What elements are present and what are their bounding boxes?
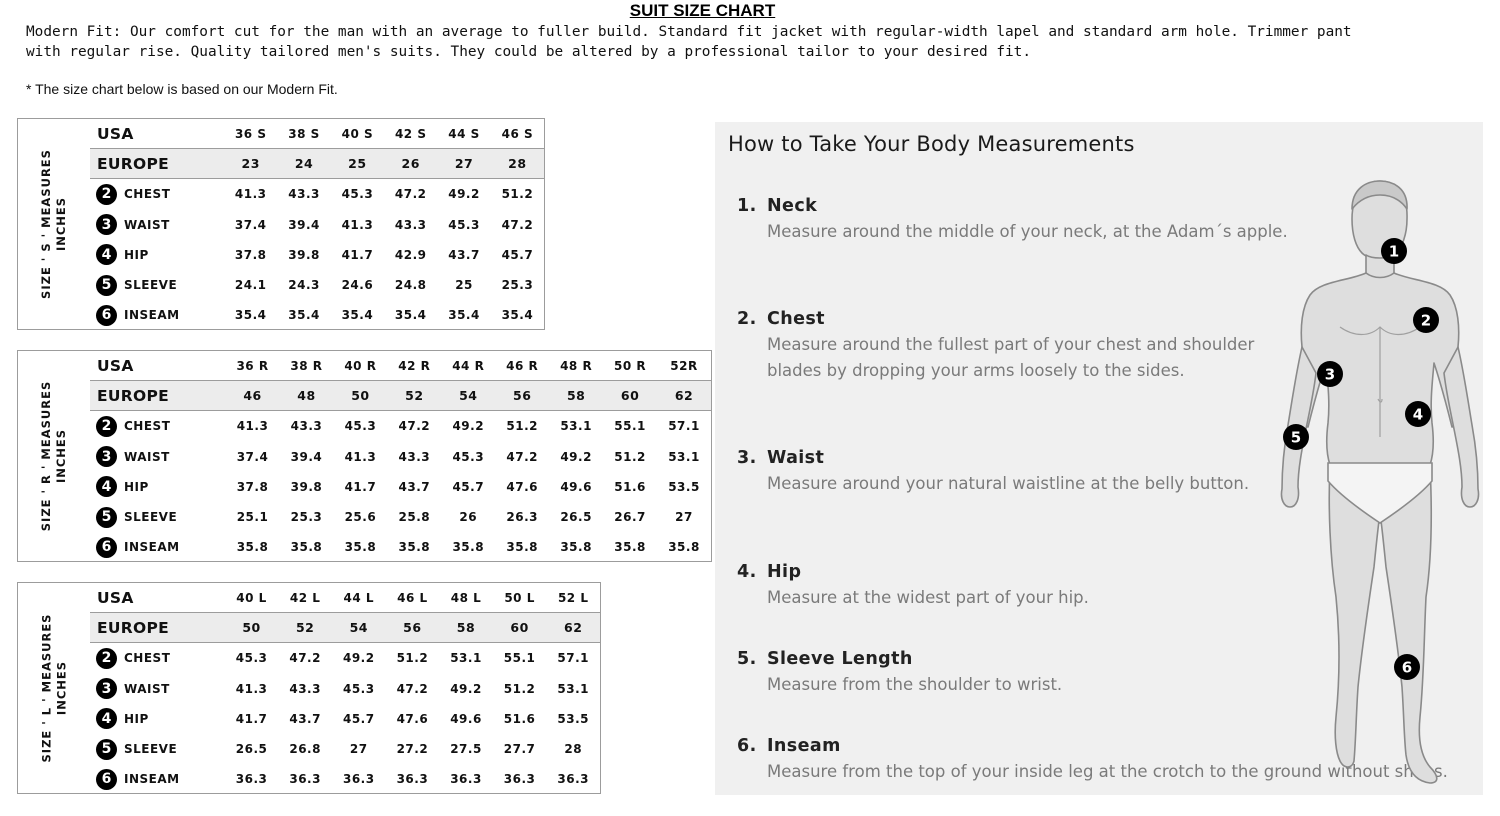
marker-6-inseam (1394, 654, 1420, 680)
table-cell: 27 (349, 742, 368, 757)
table-cell: 26.5 (235, 742, 268, 757)
row-label-text: CHEST (124, 419, 171, 434)
row-label-text: CHEST (124, 651, 171, 666)
row-label-text: EUROPE (97, 618, 170, 637)
table-cell: 51.2 (501, 187, 534, 202)
table-cell: 25.3 (290, 510, 323, 525)
step-neck (737, 196, 1297, 245)
measure-number-badge: 5 (96, 507, 117, 528)
table-cell: 24 (294, 156, 314, 172)
row-label-text: INSEAM (124, 772, 180, 787)
fit-description: Modern Fit: Our comfort cut for the man with an average to fuller build. Standard fit jacket with regular-width lapel and standard arm hole. Trimmer pant with regular rise. Quality tailored men's suits. They could be altered by a professional tailor to your desired fit. (26, 24, 1352, 60)
step-name: Hip (767, 562, 802, 582)
row-label-text: SLEEVE (124, 510, 178, 525)
table-cell: 35.8 (668, 540, 700, 555)
table-cell: 52 (405, 388, 424, 404)
table-cell: 47.2 (398, 419, 431, 434)
measure-row-hip (90, 704, 600, 734)
measure-row-inseam (90, 532, 711, 562)
usa-size-row (90, 583, 600, 613)
table-cell: 25 (455, 278, 473, 293)
row-label (90, 244, 224, 265)
table-cell: 39.4 (288, 217, 320, 232)
table-cell: 43.7 (289, 711, 321, 726)
step-waist (737, 448, 1297, 497)
side-label-line2: INCHES (54, 196, 69, 252)
table-cell: 27.2 (396, 742, 429, 757)
size-r-table (17, 350, 712, 562)
row-label (90, 155, 224, 173)
row-label-text: INSEAM (124, 308, 180, 323)
table-cell: 27 (454, 156, 474, 172)
side-label-line2: INCHES (54, 660, 68, 716)
table-cell: 27.7 (503, 742, 536, 757)
table-cell: 53.5 (557, 711, 590, 726)
table-cell: 40 L (236, 590, 267, 605)
table-cell: 36 R (236, 358, 269, 373)
row-label (90, 589, 225, 607)
measure-number-badge: 3 (96, 678, 117, 699)
step-number: 2. (737, 309, 757, 329)
table-cell: 41.7 (235, 711, 268, 726)
table-cell: 47.6 (396, 711, 429, 726)
measure-number-badge: 2 (96, 416, 117, 437)
row-label (90, 476, 226, 497)
row-label (90, 275, 224, 296)
europe-size-row (90, 149, 544, 179)
table-cell: 43.7 (448, 247, 480, 262)
row-label-text: HIP (124, 247, 149, 262)
marker-label: 1 (1388, 242, 1400, 261)
usa-size-row (90, 351, 711, 381)
row-label (90, 125, 224, 143)
table-cell: 24.1 (234, 278, 267, 293)
row-label-text: HIP (124, 479, 149, 494)
row-label (90, 305, 224, 326)
table-cell: 46 (243, 388, 262, 404)
step-text: Measure around your natural waistline at the belly button. (767, 474, 1250, 493)
table-cell: 51.2 (396, 651, 429, 666)
row-label-text: USA (97, 588, 134, 607)
table-cell: 36.3 (503, 772, 536, 787)
table-cell: 35.8 (614, 540, 646, 555)
step-text: Measure around the fullest part of your chest and shoulder blades by dropping your arms loosely to the sides. (767, 335, 1255, 380)
row-label-text: USA (97, 124, 134, 143)
row-label-text: WAIST (124, 681, 170, 696)
row-label (90, 537, 226, 558)
step-number: 1. (737, 196, 757, 216)
table-cell: 45.3 (341, 187, 374, 202)
table-cell: 35.8 (398, 540, 431, 555)
table-cell: 35.4 (394, 308, 427, 323)
table-cell: 50 (242, 620, 261, 636)
table-cell: 49.6 (560, 479, 592, 494)
measurement-guide-panel (715, 122, 1483, 795)
table-cell: 36.3 (450, 772, 482, 787)
row-label-text: WAIST (124, 217, 170, 232)
table-cell: 42 S (394, 126, 427, 141)
table-cell: 48 L (450, 590, 482, 605)
table-cell: 26.7 (614, 510, 646, 525)
table-cell: 49.2 (560, 449, 592, 464)
table-cell: 41.3 (234, 187, 267, 202)
table-cell: 35.4 (448, 308, 480, 323)
table-cell: 37.4 (234, 217, 267, 232)
table-cell: 37.8 (236, 479, 269, 494)
table-cell: 36.3 (557, 772, 590, 787)
size-l-table (17, 582, 601, 794)
table-cell: 42 R (398, 358, 431, 373)
marker-label: 4 (1412, 405, 1424, 424)
table-cell: 42.9 (394, 247, 427, 262)
table-cell: 47.2 (394, 187, 427, 202)
row-label (90, 678, 225, 699)
measurement-guide-title: How to Take Your Body Measurements (728, 132, 1135, 156)
table-cell: 39.8 (288, 247, 320, 262)
side-label-line1: SIZE ' R ' MEASURES (39, 380, 54, 532)
table-cell: 41.3 (235, 681, 268, 696)
table-cell: 35.4 (288, 308, 320, 323)
measure-row-sleeve (90, 502, 711, 532)
table-cell: 23 (241, 156, 260, 172)
table-cell: 36.3 (342, 772, 375, 787)
table-cell: 41.7 (344, 479, 377, 494)
measure-number-badge: 2 (96, 648, 117, 669)
step-chest (737, 309, 1297, 384)
page-title: SUIT SIZE CHART (629, 1, 776, 20)
size-grid (90, 119, 544, 330)
row-label-text: SLEEVE (124, 278, 178, 293)
table-cell: 46 L (397, 590, 428, 605)
table-cell: 53.1 (557, 681, 590, 696)
table-cell: 41.3 (236, 419, 269, 434)
table-cell: 52 (295, 620, 315, 636)
size-grid (90, 583, 600, 794)
table-cell: 26 (401, 156, 420, 172)
table-cell: 60 (620, 388, 640, 404)
table-cell: 40 S (341, 126, 374, 141)
table-cell: 45.3 (448, 217, 480, 232)
table-cell: 57.1 (557, 651, 590, 666)
table-cell: 25 (348, 156, 367, 172)
side-label (18, 119, 90, 329)
table-cell: 26 (459, 510, 478, 525)
table-cell: 49.2 (452, 419, 485, 434)
side-label (18, 351, 90, 561)
table-cell: 43.7 (398, 479, 431, 494)
table-cell: 56 (513, 388, 532, 404)
table-cell: 26.5 (560, 510, 592, 525)
measure-row-sleeve (90, 734, 600, 764)
table-cell: 25.8 (398, 510, 431, 525)
step-number: 6. (737, 736, 757, 756)
table-cell: 36.3 (396, 772, 429, 787)
europe-size-row (90, 381, 711, 411)
table-cell: 49.2 (448, 187, 480, 202)
table-cell: 26.8 (289, 742, 321, 757)
table-cell: 41.7 (341, 247, 374, 262)
table-cell: 58 (566, 388, 586, 404)
table-cell: 51.2 (614, 449, 646, 464)
table-cell: 56 (403, 620, 422, 636)
table-cell: 41.3 (341, 217, 374, 232)
row-label (90, 619, 225, 637)
row-label (90, 648, 225, 669)
table-cell: 28 (508, 156, 527, 172)
step-number: 3. (737, 448, 757, 468)
table-cell: 48 R (560, 358, 593, 373)
table-cell: 62 (674, 388, 694, 404)
step-name: Neck (767, 196, 818, 216)
marker-3-waist (1317, 361, 1343, 387)
figure-right-arm (1444, 347, 1479, 507)
table-cell: 54 (349, 620, 368, 636)
table-cell: 47.2 (396, 681, 429, 696)
table-cell: 55.1 (614, 419, 646, 434)
measure-row-hip (90, 472, 711, 502)
marker-5-sleeve (1283, 424, 1309, 450)
measure-row-inseam (90, 300, 544, 330)
row-label (90, 387, 226, 405)
marker-2-chest (1413, 307, 1439, 333)
table-cell: 35.8 (506, 540, 538, 555)
row-label (90, 184, 224, 205)
table-cell: 53.1 (560, 419, 592, 434)
table-cell: 49.2 (450, 681, 482, 696)
table-cell: 54 (459, 388, 478, 404)
measure-row-chest (90, 179, 544, 209)
table-cell: 53.1 (450, 651, 482, 666)
row-label-text: HIP (124, 711, 149, 726)
marker-label: 3 (1324, 365, 1336, 384)
marker-1-neck (1381, 238, 1407, 264)
table-cell: 43.3 (289, 681, 321, 696)
row-label-text: CHEST (124, 187, 171, 202)
row-label (90, 769, 225, 790)
table-cell: 52 L (557, 590, 589, 605)
table-cell: 35.4 (234, 308, 267, 323)
table-cell: 50 R (614, 358, 647, 373)
table-cell: 44 S (448, 126, 480, 141)
step-text: Measure at the widest part of your hip. (767, 588, 1089, 607)
measure-row-waist (90, 210, 544, 240)
table-cell: 49.6 (450, 711, 482, 726)
measure-row-hip (90, 240, 544, 270)
measure-number-badge: 6 (96, 769, 117, 790)
table-cell: 40 R (344, 358, 377, 373)
size-chart-note: * The size chart below is based on our Modern Fit. (26, 81, 338, 97)
table-cell: 60 (510, 620, 529, 636)
step-text: Measure from the shoulder to wrist. (767, 675, 1063, 694)
marker-4-hip (1405, 401, 1431, 427)
table-cell: 50 L (504, 590, 535, 605)
measure-number-badge: 5 (96, 739, 117, 760)
table-cell: 43.3 (290, 419, 323, 434)
measure-number-badge: 6 (96, 537, 117, 558)
table-cell: 35.8 (290, 540, 323, 555)
usa-size-row (90, 119, 544, 149)
measure-number-badge: 4 (96, 476, 117, 497)
measure-row-chest (90, 643, 600, 673)
table-cell: 44 L (343, 590, 375, 605)
table-cell: 24.3 (288, 278, 320, 293)
table-cell: 25.1 (236, 510, 269, 525)
step-number: 4. (737, 562, 757, 582)
table-cell: 42 L (289, 590, 321, 605)
marker-label: 2 (1420, 311, 1432, 330)
table-cell: 45.7 (342, 711, 375, 726)
step-name: Chest (767, 309, 825, 329)
table-cell: 35.4 (501, 308, 534, 323)
table-cell: 35.8 (344, 540, 377, 555)
table-cell: 24.6 (341, 278, 374, 293)
table-cell: 51.2 (506, 419, 538, 434)
step-name: Sleeve Length (767, 649, 913, 669)
table-cell: 35.4 (341, 308, 374, 323)
side-label (18, 583, 90, 793)
table-cell: 58 (456, 620, 476, 636)
measure-number-badge: 4 (96, 244, 117, 265)
table-cell: 46 S (501, 126, 534, 141)
table-cell: 35.8 (236, 540, 269, 555)
side-label-line1: SIZE ' L ' MEASURES (39, 613, 53, 763)
row-label (90, 739, 225, 760)
row-label (90, 446, 226, 467)
table-cell: 39.8 (290, 479, 323, 494)
table-cell: 43.3 (288, 187, 320, 202)
marker-label: 6 (1401, 658, 1413, 677)
table-cell: 45.7 (501, 247, 534, 262)
table-cell: 27 (675, 510, 693, 525)
row-label (90, 416, 226, 437)
measure-row-chest (90, 411, 711, 441)
table-cell: 52R (670, 358, 698, 373)
measure-number-badge: 5 (96, 275, 117, 296)
measure-row-waist (90, 674, 600, 704)
table-cell: 28 (564, 742, 583, 757)
measure-number-badge: 6 (96, 305, 117, 326)
table-cell: 35.8 (560, 540, 592, 555)
table-cell: 53.5 (668, 479, 700, 494)
size-s-table (17, 118, 545, 330)
step-number: 5. (737, 649, 757, 669)
table-cell: 45.3 (452, 449, 485, 464)
table-cell: 47.2 (506, 449, 538, 464)
table-cell: 46 R (506, 358, 539, 373)
table-cell: 36.3 (235, 772, 268, 787)
table-cell: 53.1 (668, 449, 700, 464)
table-cell: 38 S (288, 126, 320, 141)
row-label (90, 214, 224, 235)
table-cell: 45.3 (235, 651, 268, 666)
row-label-text: EUROPE (97, 386, 170, 405)
table-cell: 26.3 (506, 510, 538, 525)
table-cell: 24.8 (394, 278, 427, 293)
table-cell: 51.6 (614, 479, 646, 494)
table-cell: 43.3 (394, 217, 427, 232)
table-cell: 57.1 (668, 419, 700, 434)
table-cell: 37.4 (236, 449, 269, 464)
table-cell: 27.5 (450, 742, 482, 757)
table-cell: 35.8 (452, 540, 485, 555)
table-cell: 55.1 (503, 651, 536, 666)
measure-row-sleeve (90, 270, 544, 300)
row-label-text: USA (97, 356, 134, 375)
table-cell: 25.6 (344, 510, 377, 525)
table-cell: 38 R (290, 358, 323, 373)
marker-label: 5 (1290, 428, 1302, 447)
row-label-text: SLEEVE (124, 742, 178, 757)
step-text: Measure around the middle of your neck, at the Adam´s apple. (767, 222, 1288, 241)
row-label-text: WAIST (124, 449, 170, 464)
step-name: Waist (767, 448, 825, 468)
step-name: Inseam (767, 736, 841, 756)
side-label-line1: SIZE ' S ' MEASURES (39, 149, 54, 299)
side-label-line2: INCHES (54, 428, 69, 484)
measure-row-inseam (90, 764, 600, 794)
size-grid (90, 351, 711, 562)
table-cell: 45.3 (342, 681, 375, 696)
table-cell: 36 S (234, 126, 267, 141)
table-cell: 48 (297, 388, 316, 404)
measure-number-badge: 2 (96, 184, 117, 205)
europe-size-row (90, 613, 600, 643)
row-label-text: INSEAM (124, 540, 180, 555)
step-text: Measure from the top of your inside leg at the crotch to the ground without shoes. (767, 762, 1448, 781)
table-cell: 47.6 (506, 479, 538, 494)
table-cell: 25.3 (501, 278, 534, 293)
table-cell: 45.7 (452, 479, 485, 494)
table-cell: 51.2 (503, 681, 536, 696)
body-figure (1270, 177, 1485, 787)
row-label (90, 708, 225, 729)
table-cell: 49.2 (342, 651, 375, 666)
table-cell: 36.3 (289, 772, 321, 787)
table-cell: 62 (564, 620, 583, 636)
table-cell: 43.3 (398, 449, 431, 464)
table-cell: 47.2 (501, 217, 534, 232)
measure-number-badge: 3 (96, 214, 117, 235)
step-hip (737, 562, 1297, 611)
table-cell: 50 (351, 388, 370, 404)
table-cell: 51.6 (503, 711, 536, 726)
step-sleeve (737, 649, 1297, 698)
table-cell: 47.2 (289, 651, 321, 666)
measure-number-badge: 4 (96, 708, 117, 729)
table-cell: 44 R (452, 358, 485, 373)
table-cell: 37.8 (234, 247, 267, 262)
table-cell: 41.3 (344, 449, 377, 464)
table-cell: 45.3 (344, 419, 377, 434)
row-label-text: EUROPE (97, 154, 170, 173)
measure-number-badge: 3 (96, 446, 117, 467)
measure-row-waist (90, 442, 711, 472)
table-cell: 39.4 (290, 449, 323, 464)
row-label (90, 357, 226, 375)
row-label (90, 507, 226, 528)
